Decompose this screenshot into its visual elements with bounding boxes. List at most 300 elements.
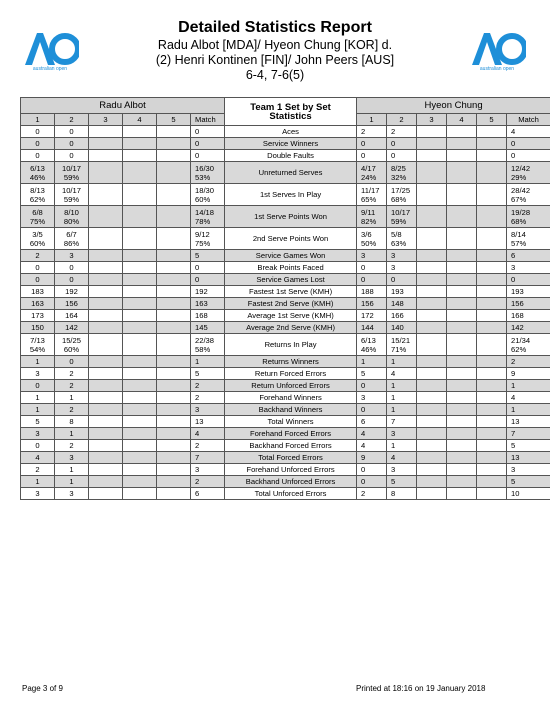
right-player-value xyxy=(417,334,447,356)
right-player-value: 0 xyxy=(387,150,417,162)
right-player-value: 5 xyxy=(507,476,550,488)
stat-row xyxy=(21,310,550,322)
right-player-value xyxy=(477,206,507,228)
right-player-value xyxy=(477,310,507,322)
right-player-value: 3/6 50% xyxy=(357,228,387,250)
left-player-value xyxy=(123,440,157,452)
left-player-value: 4 xyxy=(21,452,55,464)
stat-label: Double Faults xyxy=(225,150,357,162)
right-player-value xyxy=(477,286,507,298)
right-player-value: 15/21 71% xyxy=(387,334,417,356)
left-player-value: 1 xyxy=(55,464,89,476)
left-player-value xyxy=(89,440,123,452)
left-player-value xyxy=(157,322,191,334)
right-player-value: 3 xyxy=(387,464,417,476)
left-player-value: 173 xyxy=(21,310,55,322)
right-player-value xyxy=(417,262,447,274)
stat-row xyxy=(21,262,550,274)
left-player-value: 1 xyxy=(21,404,55,416)
left-player-value xyxy=(89,322,123,334)
right-player-value: 5 xyxy=(357,368,387,380)
right-player-value: 6 xyxy=(357,416,387,428)
right-player-value: 1 xyxy=(357,356,387,368)
left-player-value: 18/30 60% xyxy=(191,184,225,206)
right-player-value: 144 xyxy=(357,322,387,334)
left-player-value: 7/13 54% xyxy=(21,334,55,356)
right-player-value: 2 xyxy=(357,488,387,500)
left-player-value xyxy=(123,356,157,368)
left-player-value xyxy=(123,322,157,334)
set-col-header: 5 xyxy=(157,114,191,126)
right-player-value xyxy=(447,150,477,162)
right-player-value xyxy=(447,334,477,356)
left-player-value xyxy=(89,138,123,150)
left-player-value: 0 xyxy=(55,150,89,162)
left-player-value xyxy=(157,334,191,356)
stat-row xyxy=(21,356,550,368)
right-player-value xyxy=(417,416,447,428)
stat-label: Aces xyxy=(225,126,357,138)
right-player-value: 0 xyxy=(387,274,417,286)
right-player-value xyxy=(447,286,477,298)
right-player-value xyxy=(477,464,507,476)
right-player-value: 0 xyxy=(357,476,387,488)
left-player-value xyxy=(89,452,123,464)
right-player-value: 7 xyxy=(507,428,550,440)
left-player-value: 5 xyxy=(21,416,55,428)
right-player-value xyxy=(447,476,477,488)
right-player-value: 0 xyxy=(507,274,550,286)
left-player-value xyxy=(89,380,123,392)
match-line-2: (2) Henri Kontinen [FIN]/ John Peers [AUS] xyxy=(155,53,395,67)
right-player-value: 156 xyxy=(507,298,550,310)
left-player-value xyxy=(157,452,191,464)
stat-label: Total Winners xyxy=(225,416,357,428)
right-player-value xyxy=(447,488,477,500)
stat-label: Forehand Forced Errors xyxy=(225,428,357,440)
left-player-value: 0 xyxy=(21,150,55,162)
left-player-value xyxy=(123,274,157,286)
right-player-value xyxy=(477,126,507,138)
right-player-value: 0 xyxy=(357,274,387,286)
left-player-value xyxy=(89,162,123,184)
left-player-value: 1 xyxy=(191,356,225,368)
left-player-value: 145 xyxy=(191,322,225,334)
left-player-value xyxy=(123,404,157,416)
stat-label: Fastest 2nd Serve (KMH) xyxy=(225,298,357,310)
right-player-value: 166 xyxy=(387,310,417,322)
right-player-value: 1 xyxy=(387,392,417,404)
stat-label: Return Unforced Errors xyxy=(225,380,357,392)
right-player-value xyxy=(477,368,507,380)
left-player-value: 7 xyxy=(191,452,225,464)
stat-row xyxy=(21,126,550,138)
page-number: Page 3 of 9 xyxy=(22,684,63,693)
left-player-value xyxy=(89,298,123,310)
right-player-value: 0 xyxy=(357,262,387,274)
left-player-value xyxy=(123,392,157,404)
left-player-value xyxy=(89,262,123,274)
right-player-value xyxy=(417,380,447,392)
right-player-value xyxy=(417,286,447,298)
stat-row xyxy=(21,440,550,452)
right-player-value xyxy=(417,464,447,476)
stat-row xyxy=(21,138,550,150)
right-player-value xyxy=(417,250,447,262)
right-player-value xyxy=(417,476,447,488)
right-player-value xyxy=(477,452,507,464)
left-player-value xyxy=(123,206,157,228)
stat-label: Service Winners xyxy=(225,138,357,150)
right-player-value: 9 xyxy=(357,452,387,464)
left-player-value: 16/30 53% xyxy=(191,162,225,184)
right-player-value: 10/17 59% xyxy=(387,206,417,228)
left-player-value xyxy=(123,334,157,356)
left-player-value: 13 xyxy=(191,416,225,428)
right-player-value xyxy=(447,440,477,452)
left-player-value: 168 xyxy=(191,310,225,322)
left-player-value: 2 xyxy=(21,464,55,476)
left-player-value: 2 xyxy=(191,380,225,392)
left-player-value: 6 xyxy=(191,488,225,500)
right-player-value xyxy=(417,428,447,440)
left-player-value xyxy=(123,162,157,184)
right-player-value xyxy=(447,184,477,206)
left-player-value: 2 xyxy=(191,392,225,404)
set-col-header: 4 xyxy=(123,114,157,126)
right-player-value: 0 xyxy=(357,150,387,162)
left-player-value: 156 xyxy=(55,298,89,310)
right-player-value xyxy=(477,184,507,206)
right-player-value: 0 xyxy=(357,464,387,476)
stat-row xyxy=(21,428,550,440)
right-player-value: 148 xyxy=(387,298,417,310)
right-player-value xyxy=(447,206,477,228)
right-player-value: 2 xyxy=(387,126,417,138)
right-player-value xyxy=(447,162,477,184)
left-player-value: 163 xyxy=(191,298,225,310)
stat-row xyxy=(21,392,550,404)
right-player-value: 172 xyxy=(357,310,387,322)
left-player-value: 163 xyxy=(21,298,55,310)
left-player-value: 3 xyxy=(21,368,55,380)
report-title: Detailed Statistics Report xyxy=(178,19,372,36)
left-player-value xyxy=(157,356,191,368)
right-player-value: 3 xyxy=(507,262,550,274)
left-player-value: 2 xyxy=(21,250,55,262)
right-player-value xyxy=(417,310,447,322)
right-player-value: 140 xyxy=(387,322,417,334)
set-col-header: 3 xyxy=(417,114,447,126)
right-player-value xyxy=(417,404,447,416)
right-player-value xyxy=(447,380,477,392)
right-player-value: 4 xyxy=(507,126,550,138)
left-player-value: 8/13 62% xyxy=(21,184,55,206)
stat-label: Service Games Won xyxy=(225,250,357,262)
right-player-value: 8 xyxy=(387,488,417,500)
right-player-value: 7 xyxy=(387,416,417,428)
left-player-value: 22/38 58% xyxy=(191,334,225,356)
left-player-value xyxy=(157,368,191,380)
left-player-value: 0 xyxy=(21,138,55,150)
left-player-value: 2 xyxy=(55,440,89,452)
right-player-value: 188 xyxy=(357,286,387,298)
right-player-value: 0 xyxy=(387,138,417,150)
right-player-value: 193 xyxy=(507,286,550,298)
left-player-value xyxy=(89,334,123,356)
set-col-header: 5 xyxy=(477,114,507,126)
stat-row xyxy=(21,404,550,416)
left-player-value xyxy=(157,274,191,286)
left-player-value xyxy=(123,428,157,440)
right-player-value xyxy=(477,428,507,440)
stat-row xyxy=(21,250,550,262)
stat-row xyxy=(21,228,550,250)
stat-row xyxy=(21,184,550,206)
right-player-value: 4 xyxy=(507,392,550,404)
left-player-value: 0 xyxy=(55,356,89,368)
left-player-value: 2 xyxy=(55,380,89,392)
set-col-header: 4 xyxy=(447,114,477,126)
logo-caption: australian open xyxy=(32,66,68,72)
right-player-value xyxy=(447,464,477,476)
right-player-value xyxy=(477,298,507,310)
match-col-header: Match xyxy=(507,114,550,126)
right-player-value xyxy=(447,250,477,262)
left-player-value xyxy=(89,428,123,440)
left-player-value xyxy=(89,274,123,286)
stat-label: Backhand Forced Errors xyxy=(225,440,357,452)
stat-label: Total Unforced Errors xyxy=(225,488,357,500)
left-player-name: Radu Albot xyxy=(21,98,225,114)
left-player-value: 142 xyxy=(55,322,89,334)
left-player-value xyxy=(123,476,157,488)
stat-row xyxy=(21,416,550,428)
stat-header-line-1: Team 1 Set by Set xyxy=(250,101,331,113)
stat-label: Average 2nd Serve (KMH) xyxy=(225,322,357,334)
right-player-value: 0 xyxy=(507,138,550,150)
left-player-value xyxy=(157,138,191,150)
left-player-value xyxy=(123,150,157,162)
left-player-value: 3/5 60% xyxy=(21,228,55,250)
left-player-value: 0 xyxy=(55,138,89,150)
stat-label: Returns Winners xyxy=(225,356,357,368)
set-col-header: 2 xyxy=(387,114,417,126)
right-player-value xyxy=(417,162,447,184)
right-player-value xyxy=(477,356,507,368)
left-player-value xyxy=(89,126,123,138)
right-player-value xyxy=(447,138,477,150)
left-player-value xyxy=(89,356,123,368)
match-line-1: Radu Albot [MDA]/ Hyeon Chung [KOR] d. xyxy=(157,38,393,52)
right-player-value xyxy=(477,380,507,392)
right-player-value: 9 xyxy=(507,368,550,380)
left-player-value xyxy=(157,228,191,250)
left-player-value: 0 xyxy=(55,126,89,138)
set-col-header: 1 xyxy=(357,114,387,126)
right-player-value: 1 xyxy=(507,404,550,416)
right-player-value xyxy=(447,298,477,310)
right-player-value: 11/17 65% xyxy=(357,184,387,206)
stat-label: Backhand Unforced Errors xyxy=(225,476,357,488)
right-player-value: 3 xyxy=(387,428,417,440)
right-player-value xyxy=(447,126,477,138)
left-player-value xyxy=(123,298,157,310)
left-player-value: 164 xyxy=(55,310,89,322)
stat-label: 1st Serves In Play xyxy=(225,184,357,206)
left-player-value: 0 xyxy=(21,380,55,392)
right-player-value: 0 xyxy=(357,138,387,150)
left-player-value xyxy=(89,250,123,262)
left-player-value: 0 xyxy=(191,262,225,274)
left-player-value: 1 xyxy=(21,476,55,488)
right-player-value xyxy=(417,126,447,138)
left-player-value: 3 xyxy=(21,488,55,500)
match-col-header: Match xyxy=(191,114,225,126)
right-player-value xyxy=(417,368,447,380)
stat-row xyxy=(21,380,550,392)
right-player-value xyxy=(447,228,477,250)
left-player-value: 0 xyxy=(191,126,225,138)
left-player-value: 3 xyxy=(55,488,89,500)
stat-row xyxy=(21,476,550,488)
right-player-value: 1 xyxy=(387,356,417,368)
right-player-value: 3 xyxy=(387,250,417,262)
right-player-value xyxy=(417,184,447,206)
left-player-value: 1 xyxy=(55,428,89,440)
stat-label: Unreturned Serves xyxy=(225,162,357,184)
left-player-value xyxy=(89,476,123,488)
right-player-value xyxy=(417,228,447,250)
right-player-value xyxy=(417,452,447,464)
right-player-value xyxy=(477,228,507,250)
right-player-value xyxy=(417,298,447,310)
right-player-value xyxy=(417,274,447,286)
left-player-value xyxy=(157,126,191,138)
right-player-value xyxy=(447,274,477,286)
right-player-value: 2 xyxy=(507,356,550,368)
left-player-value xyxy=(123,184,157,206)
left-player-value: 0 xyxy=(55,274,89,286)
set-col-header: 1 xyxy=(21,114,55,126)
left-player-value xyxy=(89,392,123,404)
right-player-value: 13 xyxy=(507,452,550,464)
left-player-value xyxy=(89,368,123,380)
right-player-value xyxy=(477,416,507,428)
stat-row xyxy=(21,150,550,162)
stat-label: Total Forced Errors xyxy=(225,452,357,464)
left-player-value: 5 xyxy=(191,250,225,262)
right-player-value xyxy=(477,476,507,488)
stat-row xyxy=(21,488,550,500)
right-player-value: 168 xyxy=(507,310,550,322)
left-player-value xyxy=(123,228,157,250)
stat-row xyxy=(21,298,550,310)
left-player-value xyxy=(89,228,123,250)
left-player-value: 2 xyxy=(55,368,89,380)
left-player-value xyxy=(157,416,191,428)
left-player-value: 15/25 60% xyxy=(55,334,89,356)
right-player-value: 1 xyxy=(387,404,417,416)
stat-row xyxy=(21,322,550,334)
left-player-value xyxy=(157,184,191,206)
left-player-value: 2 xyxy=(191,476,225,488)
left-player-value xyxy=(123,310,157,322)
right-player-value xyxy=(477,440,507,452)
left-player-value: 3 xyxy=(55,250,89,262)
left-player-value: 0 xyxy=(21,262,55,274)
left-player-value xyxy=(157,250,191,262)
left-player-value: 5 xyxy=(191,368,225,380)
left-player-value: 8/10 80% xyxy=(55,206,89,228)
left-player-value: 6/13 46% xyxy=(21,162,55,184)
stat-label: Return Forced Errors xyxy=(225,368,357,380)
right-player-value xyxy=(477,162,507,184)
right-player-value: 21/34 62% xyxy=(507,334,550,356)
right-player-value xyxy=(447,452,477,464)
right-player-value: 28/42 67% xyxy=(507,184,550,206)
left-player-value xyxy=(89,150,123,162)
right-player-value: 0 xyxy=(357,404,387,416)
left-player-value xyxy=(157,392,191,404)
right-player-value xyxy=(447,404,477,416)
left-player-value xyxy=(157,428,191,440)
right-player-value xyxy=(447,428,477,440)
right-player-value: 17/25 68% xyxy=(387,184,417,206)
left-player-value xyxy=(89,286,123,298)
stat-row xyxy=(21,334,550,356)
stat-label: 2nd Serve Points Won xyxy=(225,228,357,250)
left-player-value: 192 xyxy=(191,286,225,298)
right-player-value: 8/14 57% xyxy=(507,228,550,250)
right-player-value xyxy=(477,138,507,150)
right-player-value xyxy=(417,206,447,228)
left-player-value: 1 xyxy=(21,356,55,368)
left-player-value xyxy=(89,404,123,416)
left-player-value xyxy=(157,464,191,476)
right-player-value xyxy=(477,322,507,334)
right-player-value: 4 xyxy=(387,452,417,464)
stat-label: Service Games Lost xyxy=(225,274,357,286)
right-player-value: 3 xyxy=(357,250,387,262)
left-player-value: 6/8 75% xyxy=(21,206,55,228)
left-player-value xyxy=(89,464,123,476)
stat-label: Backhand Winners xyxy=(225,404,357,416)
left-player-value xyxy=(157,262,191,274)
left-player-value: 3 xyxy=(191,464,225,476)
left-player-value: 0 xyxy=(191,274,225,286)
left-player-value: 10/17 59% xyxy=(55,184,89,206)
left-player-value xyxy=(123,416,157,428)
left-player-value: 8 xyxy=(55,416,89,428)
left-player-value: 150 xyxy=(21,322,55,334)
right-player-value: 142 xyxy=(507,322,550,334)
printed-timestamp: Printed at 18:16 on 19 January 2018 xyxy=(356,684,486,693)
right-player-value xyxy=(447,262,477,274)
left-player-value xyxy=(157,150,191,162)
stat-label: Returns In Play xyxy=(225,334,357,356)
stat-label: Forehand Unforced Errors xyxy=(225,464,357,476)
right-player-value: 156 xyxy=(357,298,387,310)
left-player-value xyxy=(89,184,123,206)
left-player-value xyxy=(123,286,157,298)
right-player-value xyxy=(477,274,507,286)
right-player-value: 6/13 46% xyxy=(357,334,387,356)
left-player-value xyxy=(157,440,191,452)
right-player-value: 3 xyxy=(387,262,417,274)
left-player-value: 3 xyxy=(191,404,225,416)
left-player-value xyxy=(157,162,191,184)
